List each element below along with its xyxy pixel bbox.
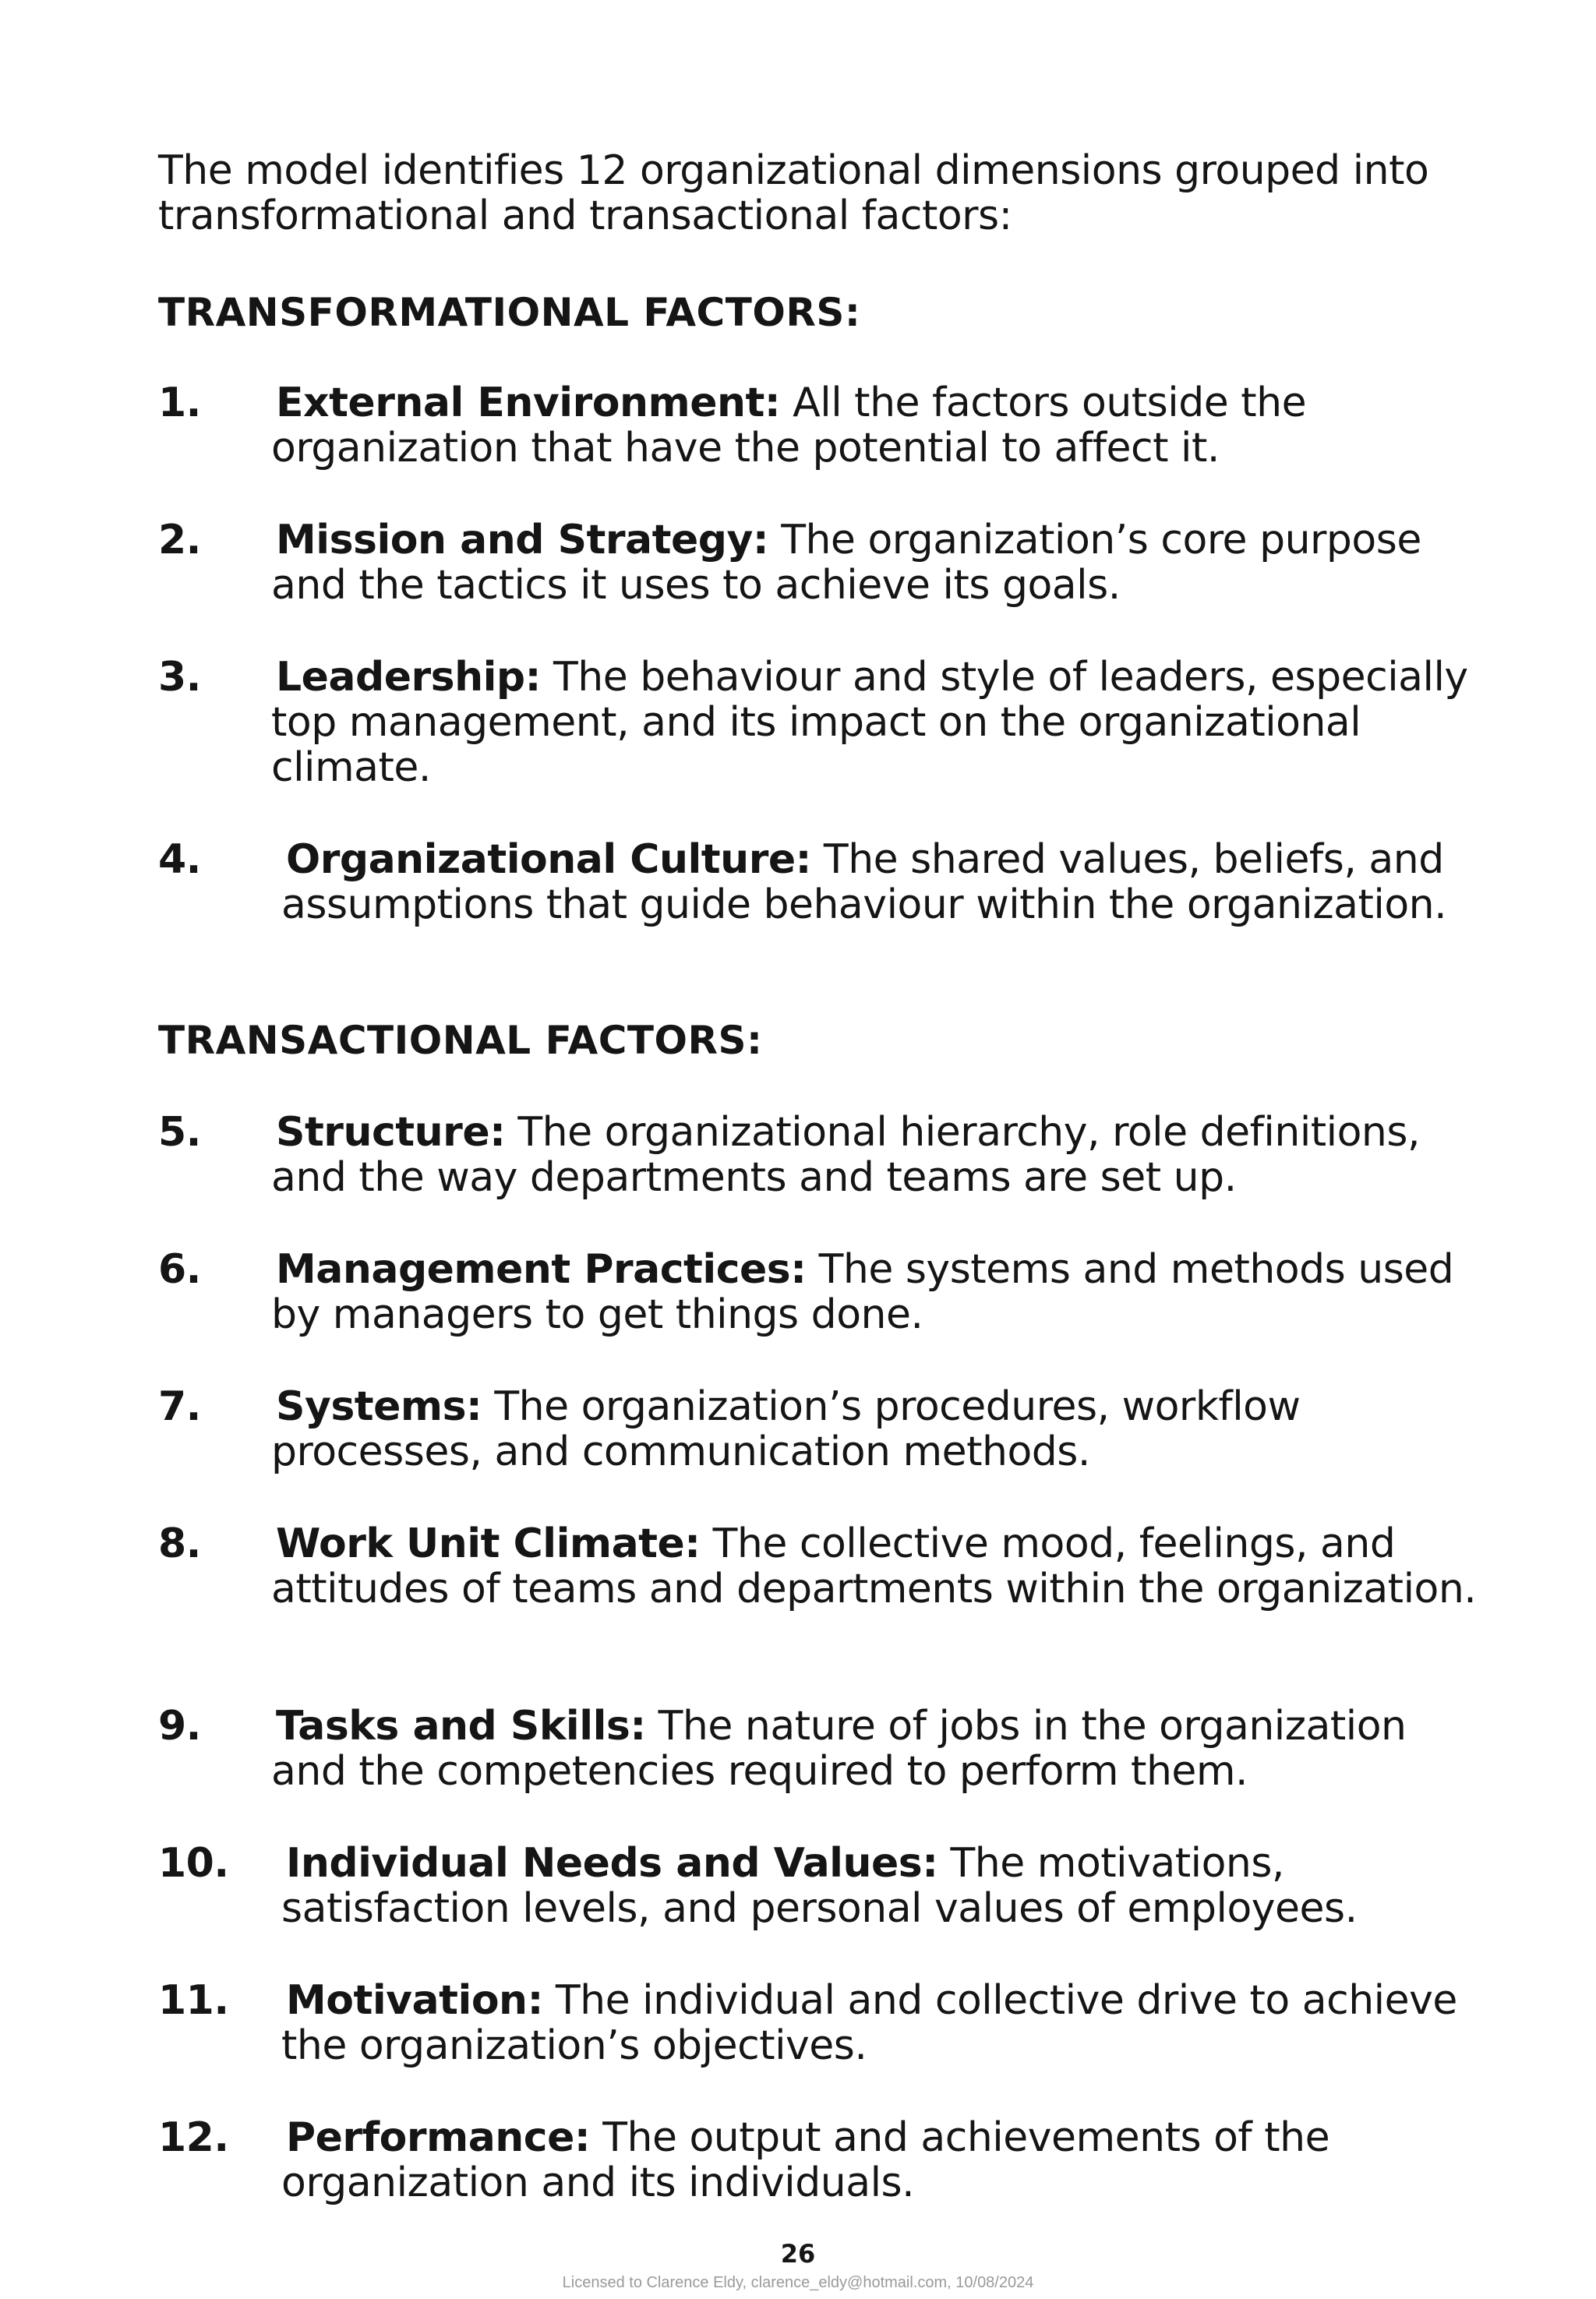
item-description: The organization’s procedures, workflow processes, and communication methods. bbox=[271, 1383, 1301, 1475]
list-item bbox=[158, 837, 1483, 927]
item-description: The individual and collective drive to achieve the organization’s objectives. bbox=[281, 1977, 1457, 2069]
item-number: 4. bbox=[158, 836, 201, 883]
item-text bbox=[281, 1978, 1497, 2068]
item-term: Structure: bbox=[276, 1109, 506, 1156]
list-item bbox=[158, 1247, 1483, 1337]
list-item bbox=[158, 1384, 1483, 1474]
item-text bbox=[271, 655, 1487, 790]
item-number: 10. bbox=[158, 1840, 229, 1887]
item-term: External Environment: bbox=[276, 380, 781, 426]
item-number: 2. bbox=[158, 517, 201, 563]
item-number: 11. bbox=[158, 1977, 229, 2024]
item-term: Motivation: bbox=[286, 1977, 543, 2024]
item-text bbox=[271, 1384, 1487, 1474]
list-item bbox=[158, 655, 1483, 790]
item-description: The shared values, beliefs, and assumptions that guide behaviour within the organization. bbox=[281, 836, 1447, 928]
list-item bbox=[158, 1978, 1483, 2068]
item-text bbox=[281, 2115, 1497, 2205]
item-number: 9. bbox=[158, 1703, 201, 1750]
item-number: 5. bbox=[158, 1109, 201, 1156]
item-term: Systems: bbox=[276, 1383, 482, 1430]
item-description: All the factors outside the organization that have the potential to affect it. bbox=[271, 380, 1307, 471]
item-text bbox=[281, 1841, 1497, 1931]
item-term: Individual Needs and Values: bbox=[286, 1840, 938, 1887]
item-term: Mission and Strategy: bbox=[276, 517, 769, 563]
list-item bbox=[158, 380, 1483, 471]
item-number: 7. bbox=[158, 1383, 201, 1430]
list-item bbox=[158, 517, 1483, 608]
item-term: Management Practices: bbox=[276, 1246, 807, 1293]
item-term: Leadership: bbox=[276, 654, 541, 701]
intro-paragraph: The model identifies 12 organizational dimensions grouped into transformational and transactional factors: bbox=[158, 147, 1429, 239]
item-number: 12. bbox=[158, 2114, 229, 2161]
item-number: 8. bbox=[158, 1520, 201, 1567]
list-item bbox=[158, 1110, 1483, 1200]
item-description: The organizational hierarchy, role definitions, and the way departments and teams are set up. bbox=[271, 1109, 1420, 1201]
item-description: The collective mood, feelings, and attitudes of teams and departments within the organization. bbox=[271, 1520, 1477, 1612]
list-item bbox=[158, 1704, 1483, 1794]
item-description: The systems and methods used by managers to get things done. bbox=[271, 1246, 1454, 1338]
item-text bbox=[271, 1247, 1487, 1337]
item-term: Tasks and Skills: bbox=[276, 1703, 646, 1750]
item-text bbox=[271, 380, 1487, 471]
item-description: The motivations, satisfaction levels, and personal values of employees. bbox=[281, 1840, 1358, 1932]
list-item bbox=[158, 1521, 1483, 1612]
item-description: The nature of jobs in the organization and the competencies required to perform them. bbox=[271, 1703, 1407, 1795]
transformational-heading: TRANSFORMATIONAL FACTORS: bbox=[158, 290, 861, 335]
item-term: Performance: bbox=[286, 2114, 591, 2161]
item-text bbox=[271, 517, 1487, 608]
item-text bbox=[281, 837, 1497, 927]
license-footer: Licensed to Clarence Eldy, clarence_eldy@hotmail.com, 10/08/2024 bbox=[562, 2274, 1034, 2291]
item-text bbox=[271, 1521, 1487, 1612]
page-number: 26 bbox=[780, 2239, 816, 2269]
list-item bbox=[158, 1841, 1483, 1931]
item-text bbox=[271, 1704, 1487, 1794]
item-number: 6. bbox=[158, 1246, 201, 1293]
item-term: Organizational Culture: bbox=[286, 836, 811, 883]
item-number: 1. bbox=[158, 380, 201, 426]
item-term: Work Unit Climate: bbox=[276, 1520, 701, 1567]
item-description: The output and achievements of the organization and its individuals. bbox=[281, 2114, 1330, 2206]
item-text bbox=[271, 1110, 1487, 1200]
transactional-heading: TRANSACTIONAL FACTORS: bbox=[158, 1018, 763, 1063]
list-item bbox=[158, 2115, 1483, 2205]
item-description: The behaviour and style of leaders, especially top management, and its impact on the organizational climate. bbox=[271, 654, 1468, 791]
item-number: 3. bbox=[158, 654, 201, 701]
item-description: The organization’s core purpose and the tactics it uses to achieve its goals. bbox=[271, 517, 1421, 609]
